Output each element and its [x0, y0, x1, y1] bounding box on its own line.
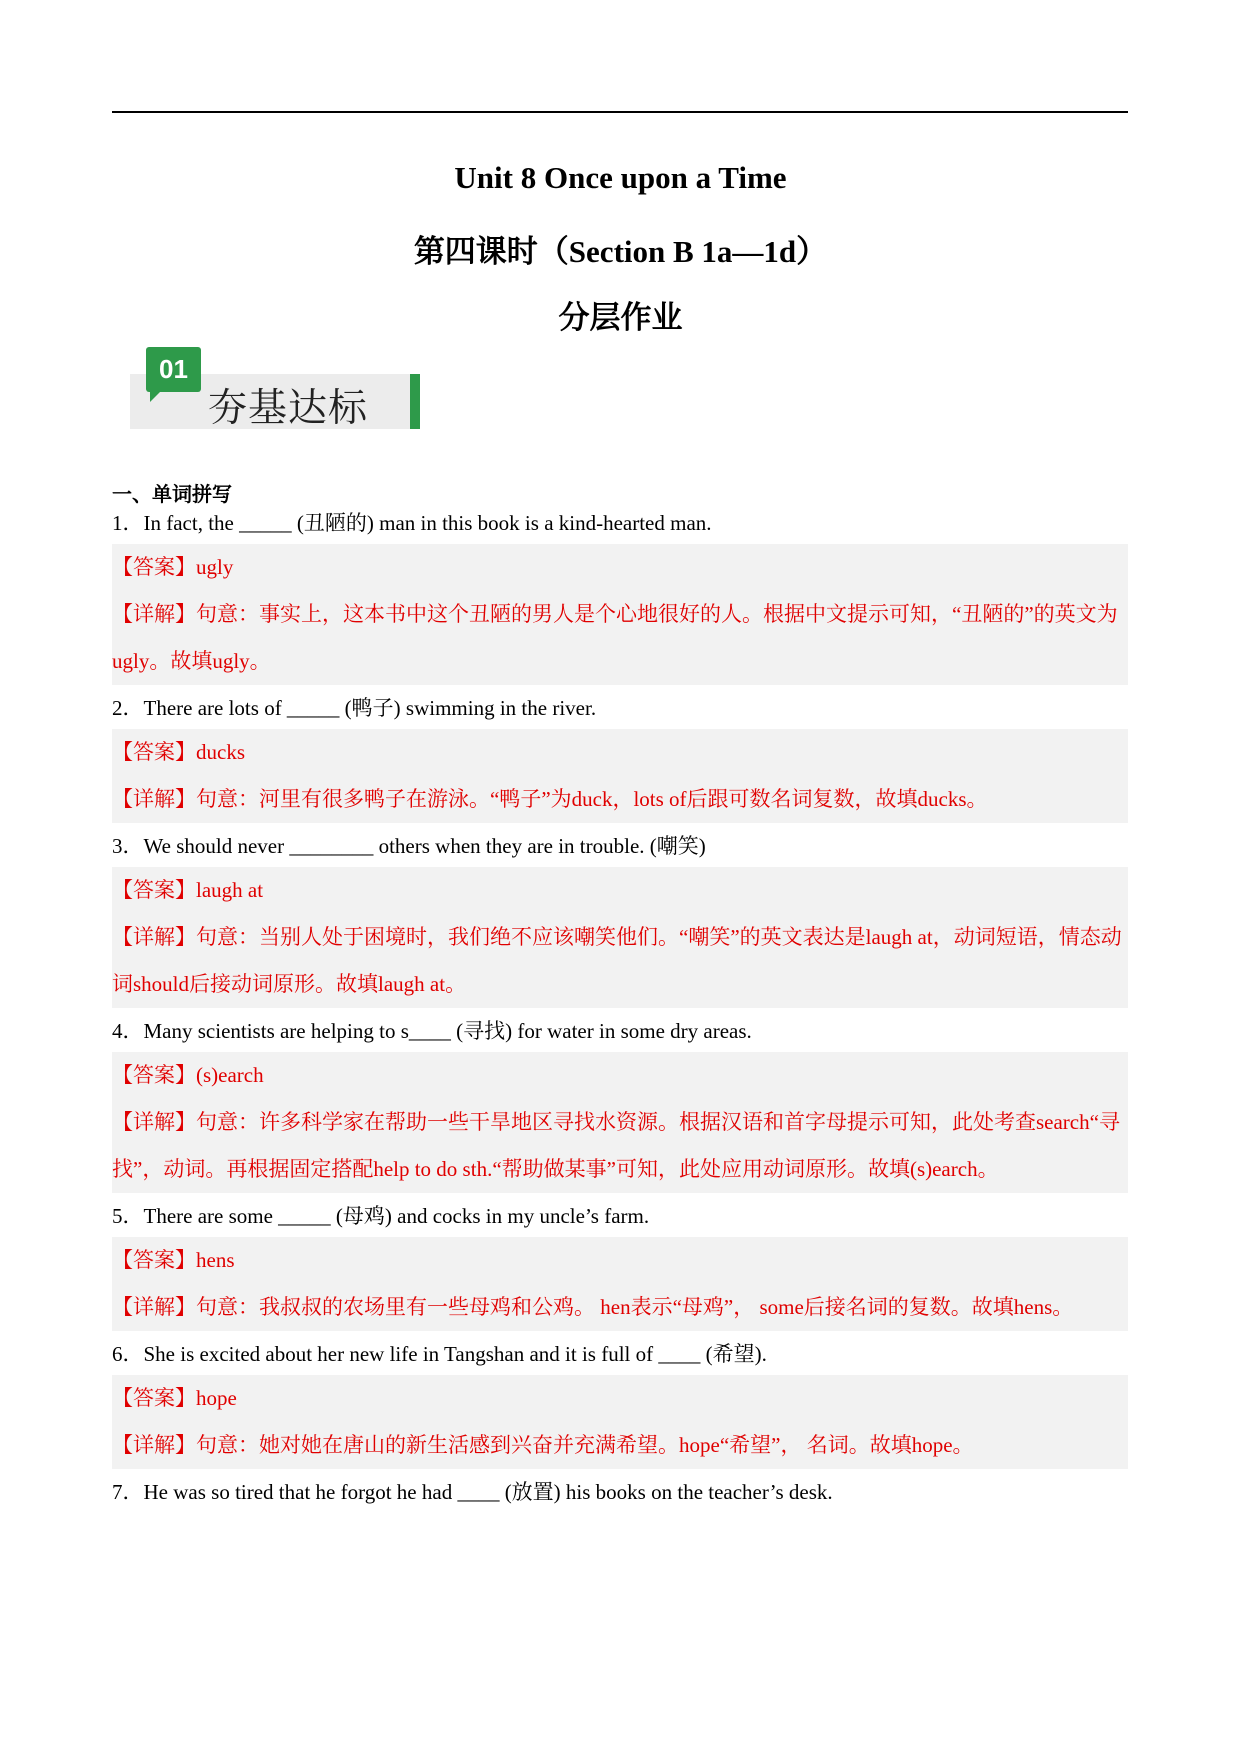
page-subtitle: 第四课时（Section B 1a—1d）: [413, 234, 828, 269]
question-list: [112, 506, 1128, 1513]
question-text: 3．We should never ________ others when they are in trouble. (嘲笑): [112, 834, 706, 858]
page-title: Unit 8 Once upon a Time: [454, 160, 787, 195]
answer-text: 【答案】ugly: [112, 555, 234, 579]
answer-block: [112, 544, 1128, 685]
question-text: 5．There are some _____ (母鸡) and cocks in my uncle’s farm.: [112, 1204, 650, 1228]
question-text: 7．He was so tired that he forgot he had ____ (放置) his books on the teacher’s desk.: [112, 1480, 833, 1504]
section-badge: [130, 347, 425, 432]
detail-text: 【详解】句意：事实上，这本书中这个丑陋的男人是个心地很好的人。根据中文提示可知，“丑陋的”的英文为ugly。故填ugly。: [112, 602, 1118, 673]
header-rule: [112, 111, 1128, 113]
answer-block: [112, 1052, 1128, 1193]
question-text: 2．There are lots of _____ (鸭子) swimming in the river.: [112, 696, 597, 720]
badge-bar: [410, 374, 420, 429]
detail-text: 【详解】句意：河里有很多鸭子在游泳。“鸭子”为duck，lots of后跟可数名词复数，故填ducks。: [112, 787, 988, 811]
detail-text: 【详解】句意：她对她在唐山的新生活感到兴奋并充满希望。hope“希望”， 名词。故填hope。: [112, 1433, 974, 1457]
question-text: 4．Many scientists are helping to s____ (寻找) for water in some dry areas.: [112, 1019, 752, 1043]
answer-text: 【答案】hope: [112, 1386, 237, 1410]
answer-block: [112, 729, 1128, 823]
answer-text: 【答案】(s)earch: [112, 1063, 264, 1087]
answer-block: [112, 867, 1128, 1008]
badge-label: 夯基达标: [208, 386, 369, 431]
answer-block: [112, 1237, 1128, 1331]
answer-text: 【答案】hens: [112, 1248, 235, 1272]
detail-text: 【详解】句意：我叔叔的农场里有一些母鸡和公鸡。 hen表示“母鸡”， some后接名词的复数。故填hens。: [112, 1295, 1074, 1319]
page-subtitle-2: 分层作业: [558, 300, 683, 335]
detail-text: 【详解】句意：当别人处于困境时，我们绝不应该嘲笑他们。“嘲笑”的英文表达是laugh at，动词短语，情态动词should后接动词原形。故填laugh at。: [112, 925, 1122, 996]
section-heading: 一、单词拼写: [112, 484, 232, 506]
answer-block: [112, 1375, 1128, 1469]
answer-text: 【答案】ducks: [112, 740, 245, 764]
answer-text: 【答案】laugh at: [112, 878, 264, 902]
question-text: 6．She is excited about her new life in Tangshan and it is full of ____ (希望).: [112, 1342, 767, 1366]
badge-number: 01: [146, 347, 201, 392]
question-text: 1．In fact, the _____ (丑陋的) man in this book is a kind-hearted man.: [112, 511, 712, 535]
detail-text: 【详解】句意：许多科学家在帮助一些干旱地区寻找水资源。根据汉语和首字母提示可知，此处考查search“寻找”，动词。再根据固定搭配help to do sth.“帮助做某事”可知，此处应用动词原形。故填(s)earch。: [112, 1110, 1120, 1181]
